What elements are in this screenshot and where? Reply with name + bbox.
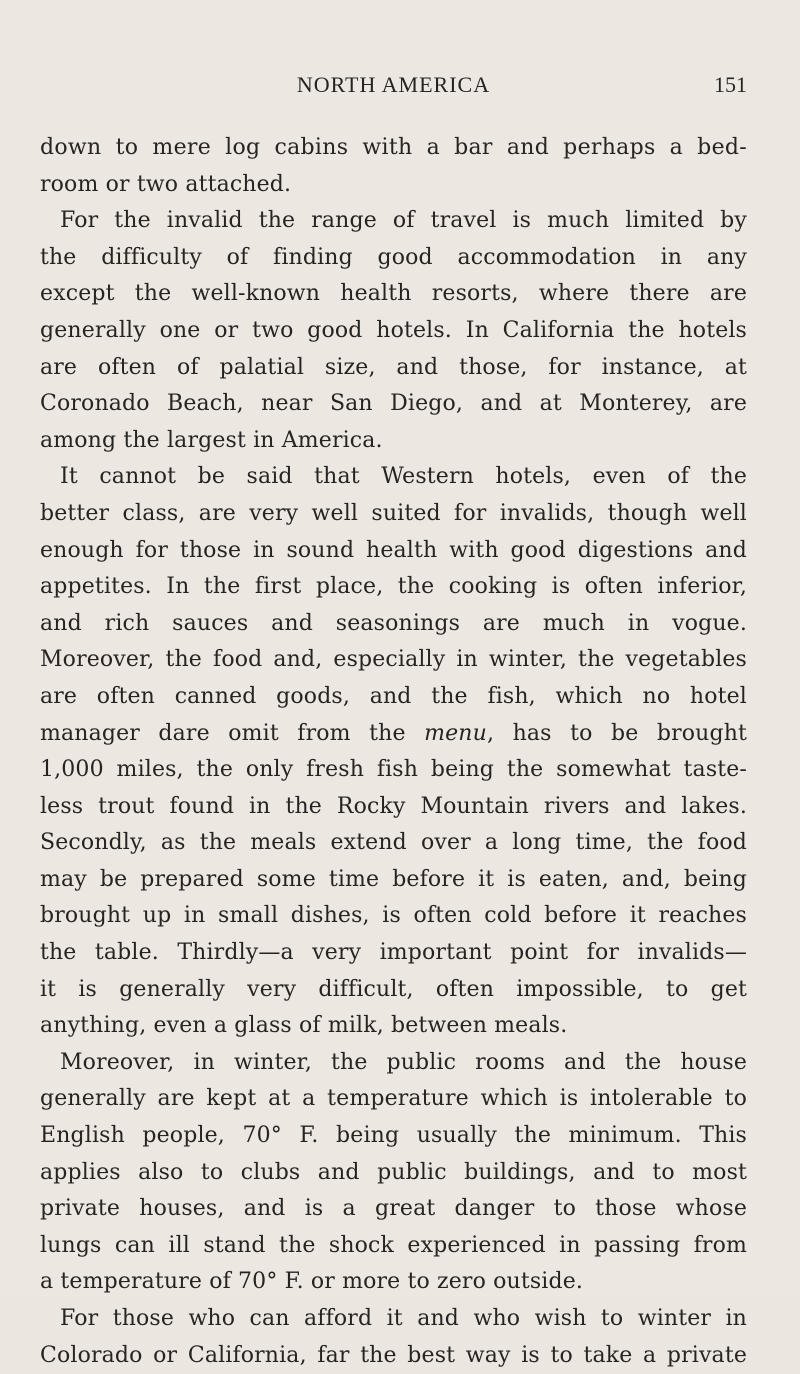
text-line: Colorado or California, far the best way is to take a private — [40, 1342, 747, 1368]
text-line: anything, even a glass of milk, between meals. — [40, 1013, 568, 1039]
text-line: enough for those in sound health with good digestions and — [40, 537, 747, 563]
text-line: down to mere log cabins with a bar and perhaps a bed- — [40, 135, 747, 160]
text-line: less trout found in the Rocky Mountain rivers and lakes. — [40, 793, 747, 819]
text-line: For the invalid the range of travel is much limited by — [60, 208, 747, 234]
text-line: are often canned goods, and the fish, which no hotel — [40, 683, 747, 709]
text-line: private houses, and is a great danger to those whose — [40, 1196, 747, 1222]
text-line: applies also to clubs and public buildings, and to most — [40, 1159, 747, 1185]
text-line: brought up in small dishes, is often cold before it reaches — [40, 903, 747, 929]
text-line: It cannot be said that Western hotels, even of the — [60, 464, 747, 490]
text-line: lungs can ill stand the shock experienced in passing from — [40, 1232, 747, 1258]
running-head — [40, 72, 747, 104]
text-line: it is generally very difficult, often impossible, to get — [40, 976, 747, 1002]
text-line: Coronado Beach, near San Diego, and at Monterey, are — [40, 391, 747, 417]
text-line: Moreover, the food and, especially in winter, the vegetables — [40, 647, 747, 673]
page-number: 151 — [714, 72, 747, 97]
text-line: Moreover, in winter, the public rooms and the house — [60, 1049, 747, 1075]
text-line: a temperature of 70° F. or more to zero outside. — [40, 1269, 584, 1295]
text-line: 1,000 miles, the only fresh fish being the somewhat taste- — [40, 757, 747, 783]
text-line: generally one or two good hotels. In California the hotels — [40, 317, 747, 343]
text-line: room or two attached. — [40, 171, 292, 197]
text-line: better class, are very well suited for invalids, though well — [40, 500, 747, 526]
text-line: the difficulty of finding good accommodation in any — [40, 244, 747, 270]
text-line: among the largest in America. — [40, 427, 383, 453]
text-line: and rich sauces and seasonings are much in vogue. — [40, 610, 747, 636]
text-line: manager dare omit from the menu, has to be brought — [40, 720, 748, 746]
body-text — [40, 130, 747, 1374]
italic-word: menu — [424, 720, 487, 746]
text-line: are often of palatial size, and those, for instance, at — [40, 354, 747, 380]
text-line: Secondly, as the meals extend over a long time, the food — [40, 830, 747, 856]
text-line: For those who can afford it and who wish to winter in — [60, 1306, 747, 1331]
text-line: generally are kept at a temperature which is intolerable to — [40, 1086, 747, 1112]
text-line: the table. Thirdly—a very important point for invalids— — [40, 940, 747, 966]
text-line: may be prepared some time before it is eaten, and, being — [40, 866, 747, 892]
text-line: appetites. In the first place, the cooking is often inferior, — [40, 574, 747, 600]
text-line: except the well-known health resorts, where there are — [40, 281, 747, 307]
running-title: NORTH AMERICA — [296, 72, 491, 97]
text-line: English people, 70° F. being usually the minimum. This — [40, 1123, 747, 1149]
